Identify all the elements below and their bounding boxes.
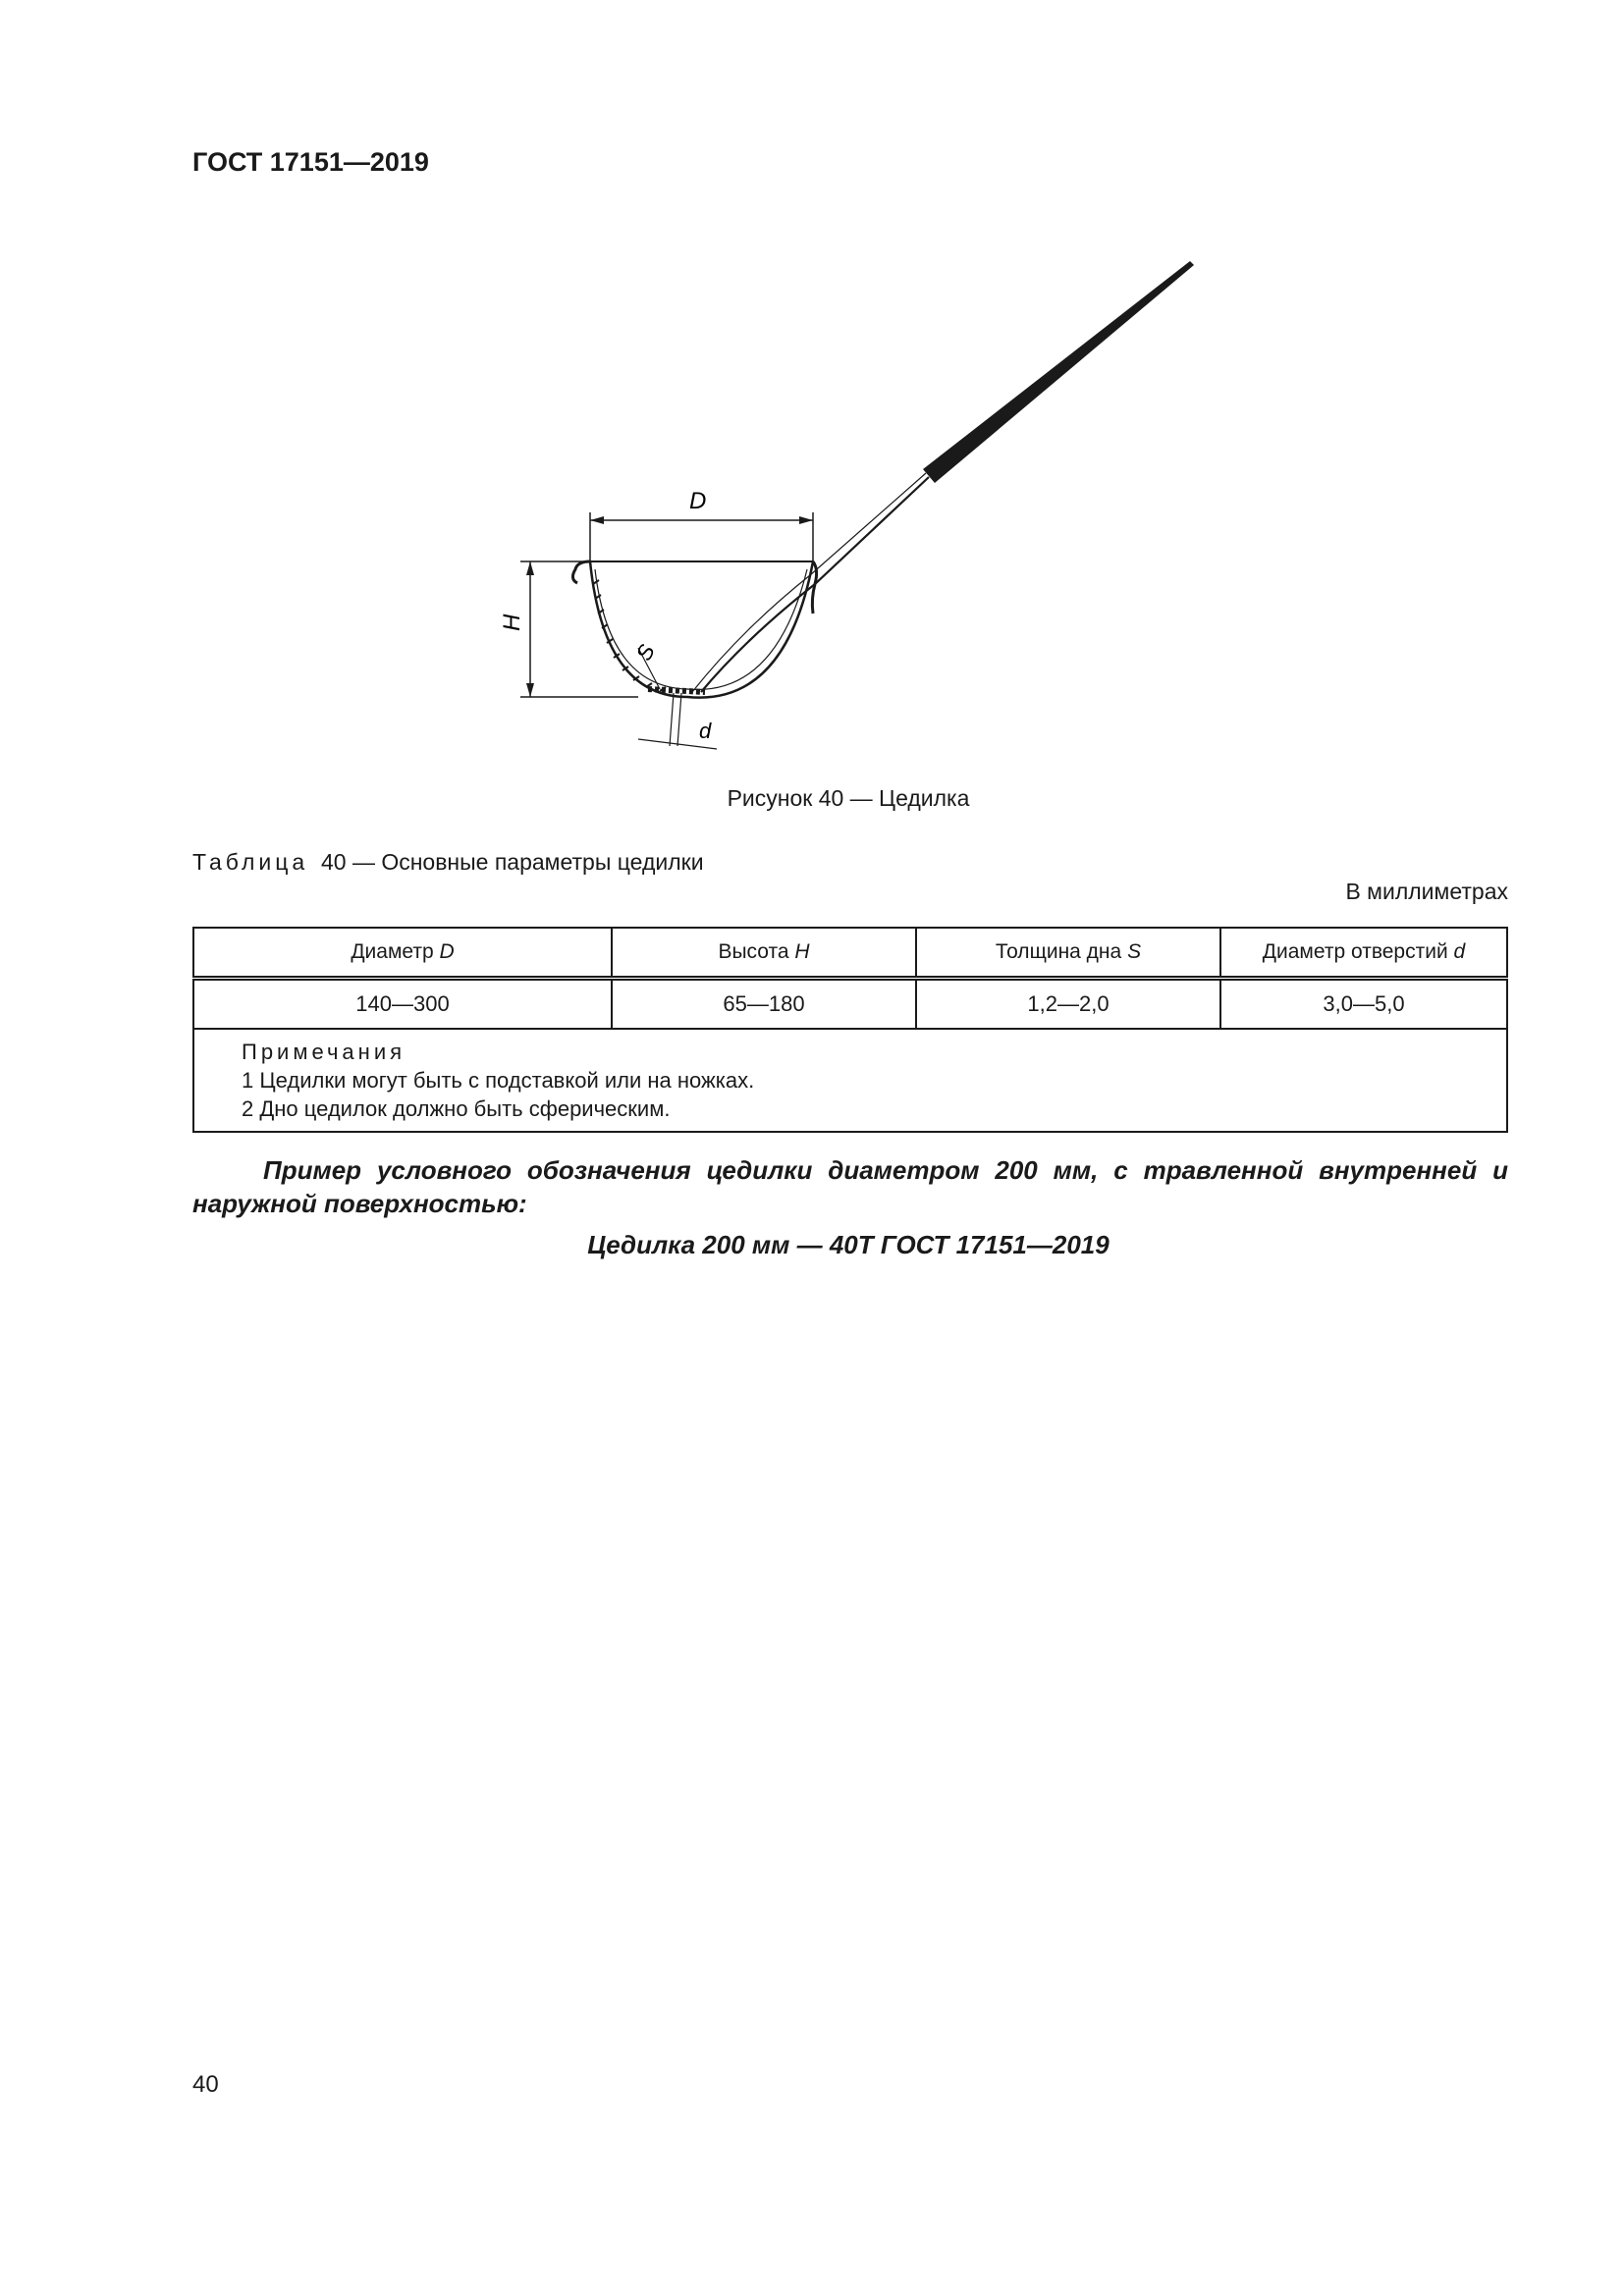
notes-cell	[193, 1029, 1507, 1132]
example-designation: Цедилка 200 мм — 40Т ГОСТ 17151—2019	[587, 1230, 1110, 1259]
column-header-hole-diameter: Диаметр отверстий d	[1220, 928, 1507, 979]
column-header-diameter: Диаметр D	[193, 928, 612, 979]
handle-grip	[923, 261, 1194, 483]
column-header-thickness: Толщина дна S	[916, 928, 1220, 979]
label-S: S	[630, 640, 660, 665]
note-item: 1 Цедилки могут быть с подставкой или на ножках.	[242, 1068, 755, 1093]
strainer-drawing	[491, 245, 1237, 775]
cell-thickness: 1,2—2,0	[916, 979, 1220, 1030]
table-row	[193, 979, 1507, 1030]
cell-height: 65—180	[612, 979, 916, 1030]
left-lip	[572, 561, 590, 583]
table-caption-title: 40 — Основные параметры цедилки	[320, 849, 704, 875]
document-header: ГОСТ 17151—2019	[192, 147, 429, 177]
handle-rod	[701, 477, 929, 692]
notes-row	[193, 1029, 1507, 1132]
label-D: D	[689, 488, 707, 514]
notes-title: Примечания	[242, 1040, 406, 1064]
bowl-outline	[590, 561, 813, 698]
table-caption	[192, 849, 704, 876]
page-number: 40	[192, 2071, 219, 2098]
units-note: В миллиметрах	[1345, 879, 1508, 904]
example-paragraph: Пример условного обозначения цедилки диаметром 200 мм, с травленной внутренней и наружной поверхностью:	[192, 1155, 1508, 1218]
table-caption-prefix: Таблица	[192, 849, 309, 875]
parameters-table	[192, 927, 1508, 1133]
table-header-row	[193, 928, 1507, 979]
bowl-bottom	[648, 689, 705, 692]
label-d: d	[699, 719, 712, 743]
cell-diameter: 140—300	[193, 979, 612, 1030]
cell-hole-diameter: 3,0—5,0	[1220, 979, 1507, 1030]
column-header-height: Высота H	[612, 928, 916, 979]
note-item: 2 Дно цедилок должно быть сферическим.	[242, 1096, 671, 1121]
label-H: H	[499, 614, 525, 631]
figure-caption: Рисунок 40 — Цедилка	[727, 785, 970, 811]
